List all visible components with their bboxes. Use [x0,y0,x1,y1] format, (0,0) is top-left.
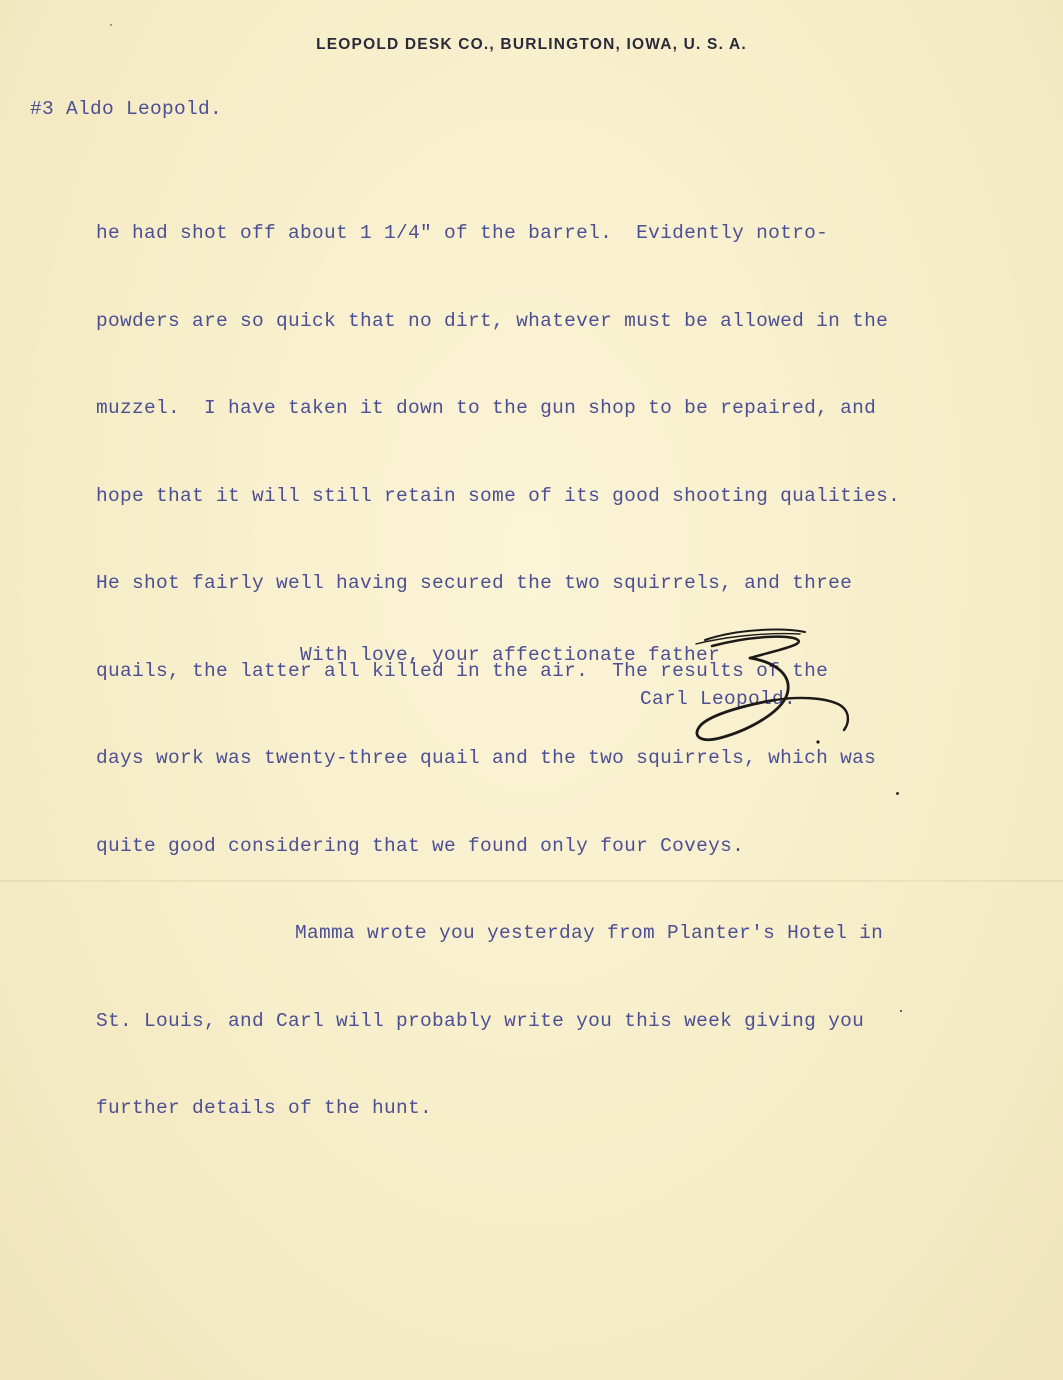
page-reference: #3 Aldo Leopold. [30,98,223,120]
closing-line: With love, your affectionate father [300,644,721,666]
typed-signature: Carl Leopold. [640,688,797,710]
body-line: quails, the latter all killed in the air. The results of the [96,659,829,682]
handwritten-signature [600,618,870,758]
second-paragraph-line: further details of the hunt. [96,1097,433,1119]
second-paragraph-line: St. Louis, and Carl will probably write you this week giving you [96,1009,865,1032]
paper-speck [110,24,112,26]
body-line: he had shot off about 1 1/4" of the barrel. Evidently notro- [96,222,829,244]
second-paragraph-line: Mamma wrote you yesterday from Planter's Hotel in [295,922,884,944]
body-line: hope that it will still retain some of its good shooting qualities. [96,484,901,507]
body-line: quite good considering that we found only four Coveys. [96,834,745,857]
paper-speck [900,1010,902,1012]
body-line: powders are so quick that no dirt, whatever must be allowed in the [96,309,889,332]
letterhead: LEOPOLD DESK CO., BURLINGTON, IOWA, U. S. A. [316,36,747,53]
body-line: muzzel. I have taken it down to the gun shop to be repaired, and [96,397,877,419]
body-line: days work was twenty-three quail and the two squirrels, which was [96,747,877,769]
paper-speck [896,792,899,795]
body-line: He shot fairly well having secured the two squirrels, and three [96,572,853,594]
